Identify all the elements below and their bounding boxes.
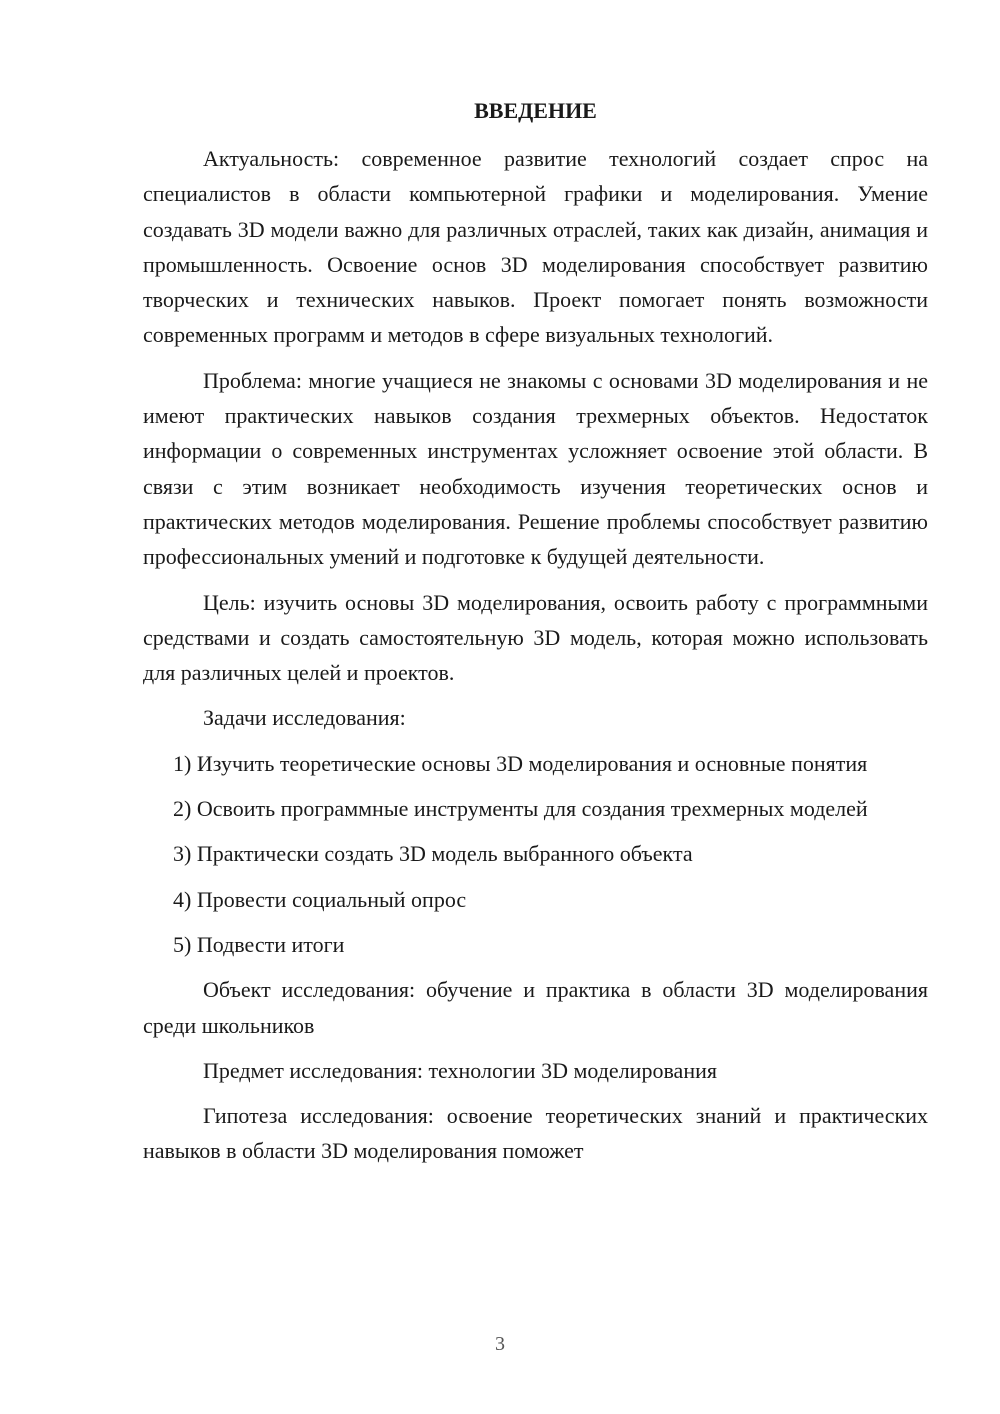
task-item: 5) Подвести итоги <box>173 931 345 957</box>
task-item: 1) Изучить теоретические основы 3D моделирования и основные понятия <box>173 750 868 776</box>
task-item: 4) Провести социальный опрос <box>173 886 467 912</box>
paragraph-goal: Цель: изучить основы 3D моделирования, освоить работу с программными средствами и создать самостоятельную 3D модель, которая можно использовать для различных целей и проектов. <box>143 589 928 686</box>
page-title: ВВЕДЕНИЕ <box>474 98 597 123</box>
paragraph-tasks-heading: Задачи исследования: <box>203 705 406 731</box>
document-body <box>143 141 928 1179</box>
paragraph-hypothesis: Гипотеза исследования: освоение теоретических знаний и практических навыков в области 3D моделирования поможет <box>143 1103 928 1164</box>
paragraph-relevance: Актуальность: современное развитие технологий создает спрос на специалистов в области компьютерной графики и моделирования. Умение создавать 3D модели важно для различных отраслей, таких как дизайн, анимация и промышленность. Освоение основ 3D моделирования способствует развитию творческих и технических навыков. Проект помогает понять возможности современных программ и методов в сфере визуальных технологий. <box>143 146 928 348</box>
task-item: 3) Практически создать 3D модель выбранного объекта <box>173 841 693 867</box>
paragraph-problem: Проблема: многие учащиеся не знакомы с основами 3D моделирования и не имеют практических навыков создания трехмерных объектов. Недостаток информации о современных инструментах усложняет освоение этой области. В связи с этим возникает необходимость изучения теоретических основ и практических методов моделирования. Решение проблемы способствует развитию профессиональных умений и подготовке к будущей деятельности. <box>143 367 928 570</box>
paragraph-object: Объект исследования: обучение и практика в области 3D моделирования среди школьников <box>143 977 928 1038</box>
task-item: 2) Освоить программные инструменты для создания трехмерных моделей <box>173 796 868 822</box>
paragraph-subject: Предмет исследования: технологии 3D моделирования <box>203 1057 717 1083</box>
page-number: 3 <box>495 1333 505 1355</box>
